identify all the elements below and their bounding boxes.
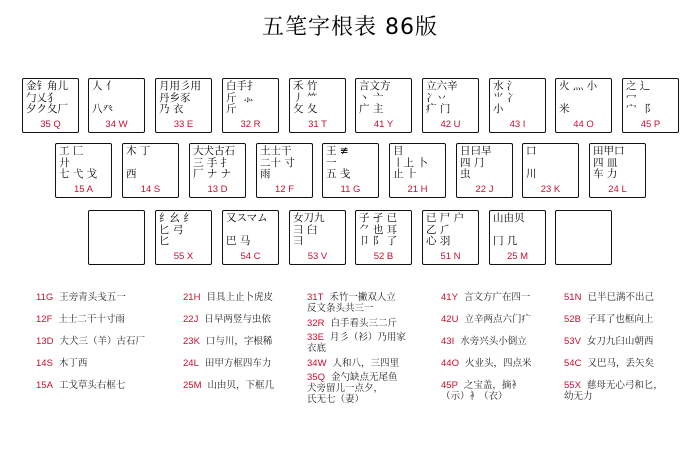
legend-text: 女刀九臼山朝西 — [586, 337, 654, 347]
key-code: 55 X — [173, 251, 194, 262]
key-v — [289, 210, 346, 265]
legend-item — [36, 336, 145, 348]
key-roots: 日曰早 四 ⺆ 虫 — [460, 145, 492, 180]
legend-item — [183, 292, 273, 304]
key-code: 41 Y — [373, 119, 394, 130]
key-code: 32 R — [240, 119, 261, 130]
key-code: 14 S — [140, 184, 161, 195]
legend-item — [307, 372, 397, 406]
legend-text: 工戈草头右框七 — [58, 381, 126, 391]
legend-text: 日早两竖与虫依 — [204, 315, 271, 325]
legend-item — [36, 380, 125, 392]
legend-item — [307, 318, 397, 330]
key-i — [489, 78, 546, 133]
legend-code: 25M — [183, 380, 202, 391]
legend-code: 55X — [564, 380, 581, 391]
page-title: 五笔字根表 86版 — [262, 15, 438, 40]
key-code: 22 J — [475, 184, 494, 195]
key-roots: 已 尸 户 乙 ⺁ 心 羽 — [426, 212, 465, 247]
legend-text: 立辛两点六门疒 — [464, 315, 531, 325]
legend-item — [307, 332, 406, 355]
key-roots: 纟幺 纟 匕 弓 匕 — [159, 212, 194, 247]
key-t — [289, 78, 346, 133]
legend-text: 人和八，三四里 — [332, 359, 400, 369]
legend-text: 火业头，四点米 — [464, 359, 532, 369]
legend-code: 24L — [183, 358, 199, 369]
key-roots: 女刀九 彐 臼 ⺕ — [293, 212, 325, 247]
key-c — [222, 210, 279, 265]
legend-text: 山由贝，下框几 — [207, 381, 274, 391]
legend-item — [36, 358, 87, 370]
key-roots: 大犬古石 三 手 ⺘ 厂 ナ ナ — [193, 145, 235, 180]
key-roots: 山由贝 冂 几 — [493, 212, 525, 247]
legend-text: 口与川，字根稀 — [205, 337, 273, 347]
key-e — [155, 78, 212, 133]
key-code: 12 F — [274, 184, 294, 195]
legend-code: 35Q — [307, 372, 325, 383]
key-n — [422, 210, 479, 265]
legend-text: 慈母无心弓和匕， 幼无力 — [564, 381, 663, 402]
key-s — [122, 143, 179, 198]
legend-text: 言文方广在四一 — [463, 293, 531, 303]
key-code: 42 U — [440, 119, 461, 130]
legend-item — [564, 292, 654, 304]
legend-code: 42U — [441, 314, 459, 325]
legend-item — [564, 380, 663, 403]
legend-item — [36, 314, 125, 326]
legend-code: 21H — [183, 292, 201, 303]
legend-text: 水旁兴头小倒立 — [460, 337, 527, 347]
key-y — [355, 78, 412, 133]
legend-text: 大犬三（羊）古石厂 — [59, 337, 145, 347]
key-code: 44 O — [573, 119, 594, 130]
key-x — [155, 210, 212, 265]
legend-text: 白手看头三二斤 — [330, 319, 397, 329]
legend-code: 51N — [564, 292, 582, 303]
legend-item — [183, 380, 274, 392]
key-roots: 人 亻 八癶 — [92, 80, 117, 115]
legend-text: 田甲方框四车力 — [204, 359, 272, 369]
key-g — [322, 143, 379, 198]
legend-item — [441, 336, 527, 348]
key-h — [389, 143, 446, 198]
key-d — [189, 143, 246, 198]
legend-item — [183, 358, 271, 370]
legend-code: 14S — [36, 358, 53, 369]
key-code: 34 W — [105, 119, 128, 130]
legend-code: 11G — [36, 292, 54, 303]
key-code: 35 Q — [40, 119, 61, 130]
key-q — [22, 78, 79, 133]
key-p — [622, 78, 679, 133]
key-o — [555, 78, 612, 133]
legend-text: 之宝盖，摘衤 （示）衤（衣） — [441, 381, 521, 402]
legend-code: 22J — [183, 314, 199, 325]
legend-code: 45P — [441, 380, 458, 391]
key-roots: 水 氵 ⺌ 冫 小 — [493, 80, 518, 115]
legend-code: 41Y — [441, 292, 458, 303]
key-code: 24 L — [608, 184, 627, 195]
legend-item — [36, 292, 126, 304]
legend-text: 禾竹一撇双人立 反文条头共三一 — [307, 293, 396, 314]
key-code: 43 I — [509, 119, 526, 130]
key-z — [88, 210, 145, 265]
key-roots: 土士干 二十 寸 雨 — [260, 145, 295, 180]
key-code: 11 G — [340, 184, 361, 195]
key-roots: 工 匚 廾 七 弋 戈 — [59, 145, 98, 180]
legend-item — [564, 336, 653, 348]
key-roots: 王 ≢ 一 五 戋 — [326, 145, 351, 180]
key-roots: 田甲口 四 皿 车 力 — [593, 145, 625, 180]
key-roots: 火 灬 小 米 — [559, 80, 598, 115]
key-roots: 白手扌 斤 ⺗ 斤 — [226, 80, 258, 115]
key-j — [456, 143, 513, 198]
key-code: 23 K — [540, 184, 561, 195]
key-blank — [555, 210, 612, 265]
key-k — [522, 143, 579, 198]
legend-item — [441, 292, 530, 304]
key-code: 15 A — [73, 184, 94, 195]
legend-item — [564, 358, 654, 370]
legend-item — [183, 336, 272, 348]
legend-code: 33E — [307, 332, 324, 343]
key-roots: 月用彡用 丹乡豕 乃 衣 — [159, 80, 201, 115]
key-roots: 子 孑 已 ⺈ 也 耳 卩 阝 了 — [359, 212, 398, 247]
legend-text: 土士二干十寸雨 — [58, 315, 125, 325]
key-code: 13 D — [207, 184, 228, 195]
legend-code: 12F — [36, 314, 53, 325]
legend-text: 月彡（衫）乃用家 衣底 — [307, 333, 406, 354]
key-roots: 又スマム 巴 马 — [226, 212, 268, 247]
legend-code: 53V — [564, 336, 581, 347]
key-l — [589, 143, 646, 198]
key-code: 21 H — [407, 184, 428, 195]
key-roots: 言文方 丶 亠 广 主 — [359, 80, 391, 115]
legend-text: 又巴马，丢矢矣 — [587, 359, 654, 369]
key-code: 51 N — [440, 251, 461, 262]
key-roots: 禾 竹 丿 ⺮ 攵 夂 — [293, 80, 318, 115]
legend-code: 15A — [36, 380, 53, 391]
legend-item — [441, 314, 531, 326]
legend-text: 金勺缺点无尾鱼 犬旁留儿一点夕， 氏无七（妻） — [307, 373, 398, 405]
key-w — [88, 78, 145, 133]
key-code: 31 T — [308, 119, 327, 130]
legend-item — [564, 314, 653, 326]
key-code: 53 V — [307, 251, 328, 262]
legend-item — [183, 314, 271, 326]
legend-item — [441, 380, 521, 403]
legend-item — [307, 292, 396, 315]
legend-item — [307, 358, 399, 370]
key-code: 33 E — [173, 119, 194, 130]
legend-code: 52B — [564, 314, 581, 325]
key-b — [355, 210, 412, 265]
key-code: 54 C — [240, 251, 261, 262]
key-roots: 木 丁 西 — [126, 145, 151, 180]
key-code: 25 M — [506, 251, 529, 262]
key-code: 45 P — [640, 119, 661, 130]
legend-text: 子耳了也框向上 — [586, 315, 654, 325]
legend-text: 目具上止卜虎皮 — [206, 293, 273, 303]
legend-code: 54C — [564, 358, 582, 369]
legend-text: 已半巳满不出己 — [587, 293, 654, 303]
legend-code: 44O — [441, 358, 459, 369]
legend-code: 23K — [183, 336, 200, 347]
legend-code: 13D — [36, 336, 54, 347]
legend-code: 32R — [307, 318, 325, 329]
legend-code: 31T — [307, 292, 324, 303]
key-roots: 目 丨上 卜 止 ⺊ — [393, 145, 428, 180]
key-roots: 之 辶 冖 宀 ⻏ — [626, 80, 651, 115]
key-roots: 立六辛 冫丷 疒 门 — [426, 80, 458, 115]
legend-code: 34W — [307, 358, 327, 369]
legend-item — [441, 358, 531, 370]
key-code: 52 B — [373, 251, 394, 262]
legend-text: 王旁青头戋五一 — [59, 293, 126, 303]
key-u — [422, 78, 479, 133]
legend-code: 43I — [441, 336, 455, 347]
key-f — [256, 143, 313, 198]
key-a — [55, 143, 112, 198]
key-roots: 口 川 — [526, 145, 537, 180]
key-m — [489, 210, 546, 265]
key-r — [222, 78, 279, 133]
key-roots: 金钅角儿 勹乂犭 夕ク夂厂 — [26, 80, 68, 115]
legend-text: 木丁西 — [58, 359, 88, 369]
